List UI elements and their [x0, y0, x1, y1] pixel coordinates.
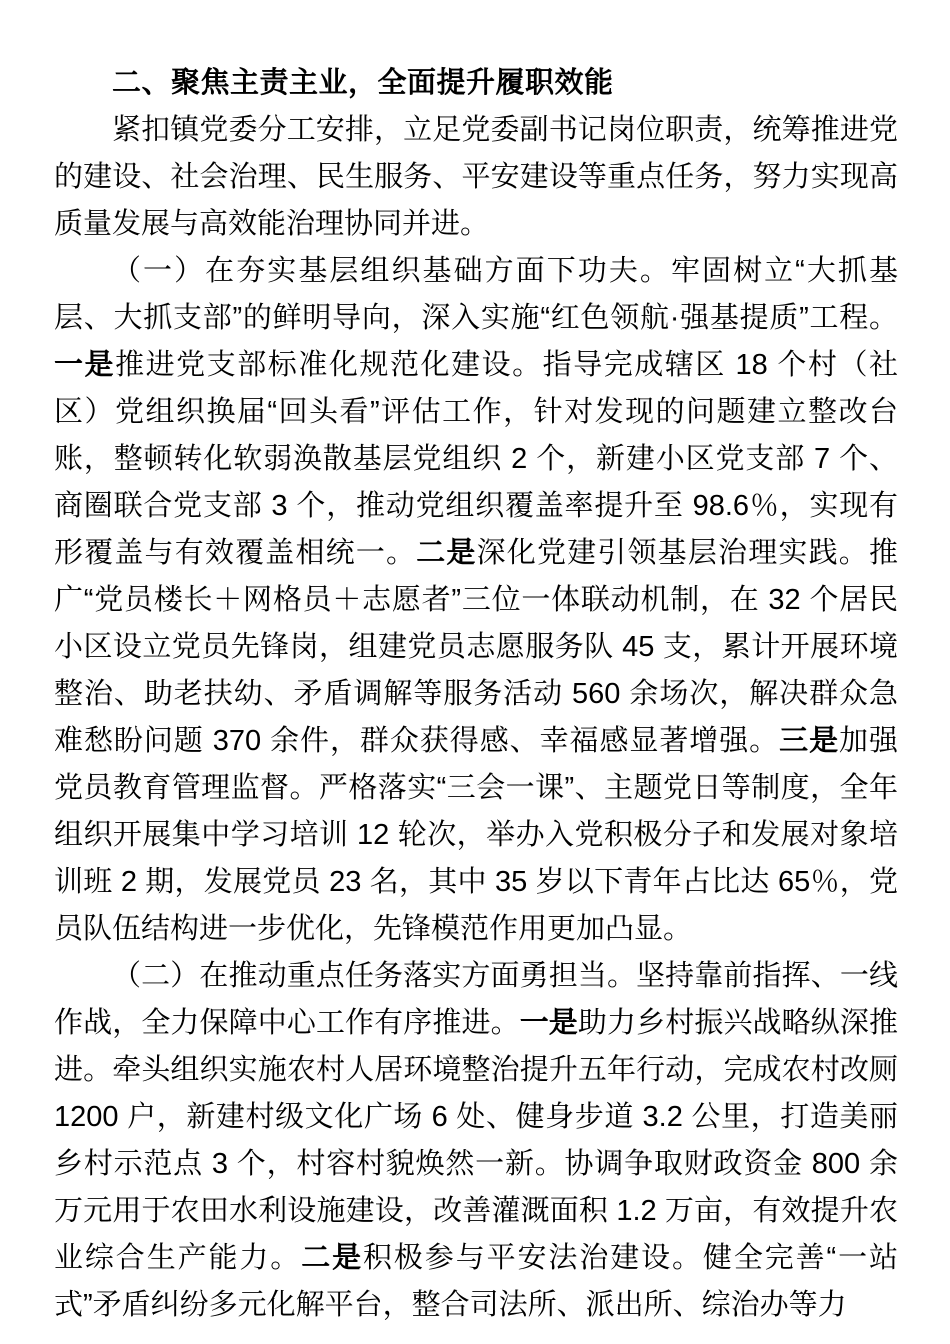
text-run: 紧扣镇党委分工安排，立足党委副书记岗位职责，统筹推进党的建设、社会治理、民生服务、平安建设等重点任务，努力实现高质量发展与高效能治理协同并进。: [54, 114, 898, 240]
paragraph-section-one: [54, 248, 898, 953]
section-heading: 二、聚焦主责主业，全面提升履职效能: [112, 67, 614, 99]
text-run: 助力乡村振兴战略纵深推进。牵头组织实施农村人居环境整治提升五年行动，完成农村改厕 1200 户，新建村级文化广场 6 处、健身步道 3.2 公里，打造美丽乡村示范点 3 个，村容村貌焕然一新。协调争取财政资金 800 余万元用于农田水利设施建设，改善灌溉面积 1.2 万亩，有效提升农业综合生产能力。: [54, 1007, 898, 1274]
text-run: （一）在夯实基层组织基础方面下功夫。牢固树立“大抓基层、大抓支部”的鲜明导向，深入实施“红色领航·强基提质”工程。: [54, 255, 898, 334]
bold-marker-yishi: 一是: [54, 349, 116, 381]
text-run: 深化党建引领基层治理实践。推广“党员楼长＋网格员＋志愿者”三位一体联动机制，在 32 个居民小区设立党员先锋岗，组建党员志愿服务队 45 支，累计开展环境整治、助老扶幼、矛盾调解等服务活动 560 余场次，解决群众急难愁盼问题 370 余件，群众获得感、幸福感显著增强。: [54, 537, 898, 757]
text-run: （二）在推动重点任务落实方面勇担当。坚持靠前指挥、一线作战，全力保障中心工作有序推进。: [54, 960, 898, 1039]
bold-marker-ershi: 二是: [416, 537, 477, 569]
bold-marker-ershi: 二是: [301, 1242, 364, 1274]
bold-marker-sanshi: 三是: [779, 725, 840, 757]
document-body: [54, 60, 898, 1329]
text-run: 推进党支部标准化规范化建设。指导完成辖区 18 个村（社区）党组织换届“回头看”评估工作，针对发现的问题建立整改台账，整顿转化软弱涣散基层党组织 2 个，新建小区党支部 7 个、商圈联合党支部 3 个，推动党组织覆盖率提升至 98.6％，实现有形覆盖与有效覆盖相统一。: [54, 349, 898, 569]
text-run: 加强党员教育管理监督。严格落实“三会一课”、主题党日等制度，全年组织开展集中学习培训 12 轮次，举办入党积极分子和发展对象培训班 2 期，发展党员 23 名，其中 35 岁以下青年占比达 65％，党员队伍结构进一步优化，先锋模范作用更加凸显。: [54, 725, 898, 945]
paragraph-section-two: [54, 953, 898, 1329]
paragraph-intro: [54, 107, 898, 248]
text-run: 积极参与平安法治建设。健全完善“一站式”矛盾纠纷多元化解平台，整合司法所、派出所、综治办等力: [54, 1242, 898, 1321]
bold-marker-yishi: 一是: [519, 1007, 578, 1039]
